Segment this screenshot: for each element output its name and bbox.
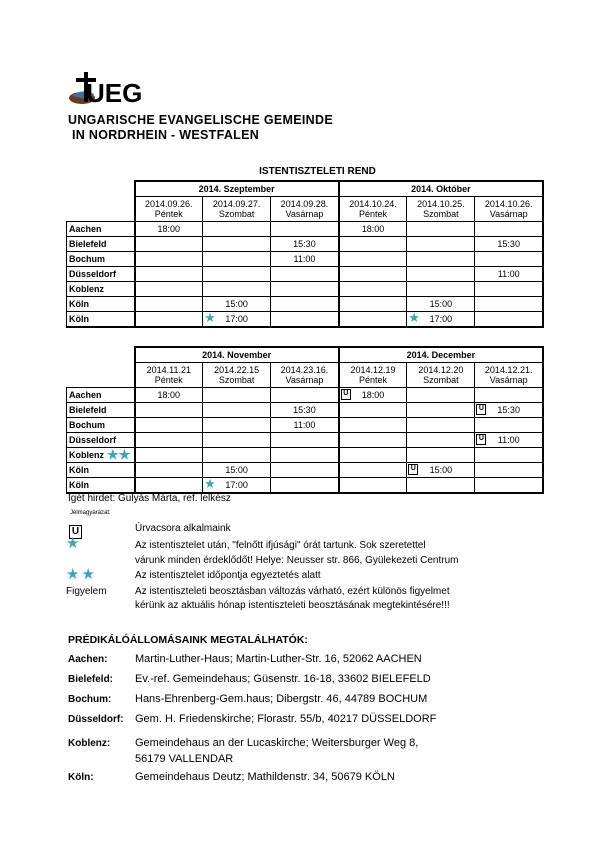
time-cell xyxy=(339,237,407,252)
schedule-row xyxy=(67,418,544,433)
schedule-table-1 xyxy=(66,180,544,328)
row-city: Düsseldorf xyxy=(67,433,135,448)
time-cell xyxy=(135,433,203,448)
communion-icon: U xyxy=(408,464,418,475)
location-address: Gem. H. Friedenskirche; Florastr. 55/b, 40217 DÜSSELDORF xyxy=(135,713,437,725)
location-address: Gemeindehaus an der Lucaskirche; Weitersburger Weg 8, xyxy=(135,737,419,749)
time-cell xyxy=(407,433,475,448)
time-cell xyxy=(339,282,407,297)
time-cell xyxy=(407,222,475,237)
date-header: 2014.12.20 Szombat xyxy=(407,363,475,388)
schedule-row xyxy=(67,312,544,328)
legend-star-1: Az istentisztelet után, "felnőtt ifjúsági" órát tartunk. Sok szeretettel xyxy=(135,540,426,551)
time-cell: U 15:30 xyxy=(475,403,543,418)
preacher-note: Igét hirdet: Gulyás Márta, ref. lelkész xyxy=(68,493,231,504)
time-cell: ★ 17:00 xyxy=(203,312,271,328)
row-city: Bochum xyxy=(67,252,135,267)
schedule-row xyxy=(67,448,544,463)
time-cell xyxy=(339,267,407,282)
time-cell: U 15:00 xyxy=(407,463,475,478)
schedule-row xyxy=(67,237,544,252)
location-city: Koblenz: xyxy=(68,738,111,749)
date-header: 2014.23.16. Vasárnap xyxy=(271,363,339,388)
time-cell xyxy=(339,478,407,494)
time-cell xyxy=(475,478,543,494)
time-cell xyxy=(475,252,543,267)
location-city: Aachen: xyxy=(68,654,108,665)
schedule-row xyxy=(67,403,544,418)
time-cell xyxy=(135,297,203,312)
schedule-row xyxy=(67,297,544,312)
time-cell xyxy=(475,297,543,312)
time-cell: ★ 17:00 xyxy=(203,478,271,494)
month-header: 2014. Szeptember xyxy=(135,181,339,197)
time-cell: 15:00 xyxy=(203,297,271,312)
time-cell xyxy=(407,267,475,282)
legend-heading: Jelmagyarázat: xyxy=(70,510,111,516)
location-city: Bochum: xyxy=(68,694,112,705)
star-icon: ★ xyxy=(204,311,216,325)
legend-figyelem-1: Az istentiszteleti beosztásban változás várható, ezért különös figyelmet xyxy=(135,586,450,597)
row-city: Bochum xyxy=(67,418,135,433)
location-address: Ev.-ref. Gemeindehaus; Güsenstr. 16-18, 33602 BIELEFELD xyxy=(135,673,431,685)
row-city: Koblenz ★★ xyxy=(67,448,135,463)
date-header: 2014.12.19 Péntek xyxy=(339,363,407,388)
time-cell xyxy=(203,433,271,448)
time-cell: 18:00 xyxy=(339,222,407,237)
time-cell xyxy=(271,297,339,312)
schedule-row xyxy=(67,282,544,297)
time-cell xyxy=(135,463,203,478)
time-cell xyxy=(203,222,271,237)
row-city: Bielefeld xyxy=(67,403,135,418)
time-cell xyxy=(271,388,339,403)
time-cell xyxy=(271,433,339,448)
row-city: Köln xyxy=(67,312,135,328)
time-cell xyxy=(339,252,407,267)
time-cell xyxy=(475,448,543,463)
row-city: Bielefeld xyxy=(67,237,135,252)
communion-icon: U xyxy=(476,404,486,415)
time-cell xyxy=(407,388,475,403)
month-header: 2014. Október xyxy=(339,181,543,197)
time-cell xyxy=(203,282,271,297)
logo-text: UEG xyxy=(86,78,143,108)
time-cell xyxy=(407,252,475,267)
time-cell: 11:00 xyxy=(475,267,543,282)
date-header: 2014.12.21. Vasárnap xyxy=(475,363,543,388)
time-cell xyxy=(203,267,271,282)
time-cell xyxy=(475,282,543,297)
time-cell xyxy=(407,282,475,297)
time-cell xyxy=(339,463,407,478)
legend-figyelem-2: kérünk az aktuális hónap istentiszteleti beosztásának megtekintésére!!! xyxy=(135,600,450,611)
month-header: 2014. December xyxy=(339,347,543,363)
time-cell xyxy=(135,237,203,252)
communion-icon: U xyxy=(341,389,351,400)
location-address: Gemeindehaus Deutz; Mathildenstr. 34, 50679 KÖLN xyxy=(135,771,395,783)
time-cell xyxy=(135,252,203,267)
time-cell xyxy=(135,312,203,328)
schedule-title: ISTENTISZTELETI REND xyxy=(259,166,376,177)
location-city: Bielefeld: xyxy=(68,674,114,685)
month-header: 2014. November xyxy=(135,347,339,363)
time-cell xyxy=(271,312,339,328)
schedule-row xyxy=(67,267,544,282)
time-cell: ★ 17:00 xyxy=(407,312,475,328)
time-cell xyxy=(203,418,271,433)
legend-communion: Úrvacsora alkalmaink xyxy=(135,523,231,534)
schedule-row xyxy=(67,388,544,403)
time-cell xyxy=(135,267,203,282)
date-header: 2014.22.15 Szombat xyxy=(203,363,271,388)
time-cell: 18:00 xyxy=(135,388,203,403)
legend-figyelem-label: Figyelem xyxy=(66,586,107,597)
time-cell xyxy=(135,478,203,494)
row-city: Köln xyxy=(67,463,135,478)
org-name-line2: IN NORDRHEIN - WESTFALEN xyxy=(72,128,260,142)
time-cell: 15:00 xyxy=(407,297,475,312)
row-city: Koblenz xyxy=(67,282,135,297)
row-city: Aachen xyxy=(67,388,135,403)
row-city: Düsseldorf xyxy=(67,267,135,282)
time-cell xyxy=(203,237,271,252)
double-star-icon: ★★ xyxy=(66,566,97,583)
time-cell xyxy=(135,448,203,463)
time-cell xyxy=(339,312,407,328)
time-cell xyxy=(339,403,407,418)
time-cell xyxy=(271,463,339,478)
time-cell xyxy=(407,403,475,418)
time-cell xyxy=(271,222,339,237)
time-cell xyxy=(135,418,203,433)
schedule-row xyxy=(67,478,544,494)
time-cell xyxy=(135,403,203,418)
date-header: 2014.09.27. Szombat xyxy=(203,197,271,222)
communion-icon: U xyxy=(69,521,82,539)
org-name-line1: UNGARISCHE EVANGELISCHE GEMEINDE xyxy=(68,113,333,127)
time-cell xyxy=(135,282,203,297)
time-cell: U 11:00 xyxy=(475,433,543,448)
time-cell xyxy=(475,222,543,237)
time-cell xyxy=(203,252,271,267)
location-city: Köln: xyxy=(68,772,94,783)
time-cell xyxy=(475,418,543,433)
double-star-icon: ★★ xyxy=(107,447,131,463)
communion-icon: U xyxy=(476,434,486,445)
time-cell xyxy=(475,463,543,478)
date-header: 2014.09.26. Péntek xyxy=(135,197,203,222)
time-cell xyxy=(407,478,475,494)
star-icon: ★ xyxy=(66,535,80,552)
time-cell xyxy=(407,418,475,433)
schedule-row xyxy=(67,463,544,478)
time-cell xyxy=(339,418,407,433)
schedule-row xyxy=(67,222,544,237)
schedule-row xyxy=(67,252,544,267)
date-header: 2014.10.25. Szombat xyxy=(407,197,475,222)
schedule-table-2 xyxy=(66,346,544,494)
location-address-2: 56179 VALLENDAR xyxy=(135,753,234,765)
time-cell xyxy=(339,448,407,463)
time-cell xyxy=(203,448,271,463)
time-cell xyxy=(407,448,475,463)
time-cell xyxy=(271,282,339,297)
locations-heading: PRÉDIKÁLÓÁLLOMÁSAINK MEGTALÁLHATÓK: xyxy=(68,634,308,646)
row-city: Köln xyxy=(67,478,135,494)
date-header: 2014.09.28. Vasárnap xyxy=(271,197,339,222)
time-cell xyxy=(407,237,475,252)
time-cell: 15:30 xyxy=(271,237,339,252)
row-city: Aachen xyxy=(67,222,135,237)
time-cell xyxy=(271,478,339,494)
time-cell: 11:00 xyxy=(271,252,339,267)
time-cell xyxy=(339,433,407,448)
star-icon: ★ xyxy=(204,477,216,491)
church-logo xyxy=(64,70,154,110)
date-header: 2014.10.24. Péntek xyxy=(339,197,407,222)
legend-double-star: Az istentisztelet időpontja egyeztetés alatt xyxy=(135,570,321,581)
legend-star-2: várunk minden érdeklődőt! Helye: Neusser str. 866, Gyülekezeti Centrum xyxy=(135,555,459,566)
schedule-row xyxy=(67,433,544,448)
date-header: 2014.10.26. Vasárnap xyxy=(475,197,543,222)
time-cell: 18:00 xyxy=(135,222,203,237)
location-address: Martin-Luther-Haus; Martin-Luther-Str. 16, 52062 AACHEN xyxy=(135,653,422,665)
time-cell: 11:00 xyxy=(271,418,339,433)
time-cell xyxy=(475,388,543,403)
time-cell xyxy=(339,297,407,312)
time-cell xyxy=(271,448,339,463)
date-header: 2014.11.21 Péntek xyxy=(135,363,203,388)
time-cell: 15:00 xyxy=(203,463,271,478)
location-city: Düsseldorf: xyxy=(68,714,124,725)
row-city: Köln xyxy=(67,297,135,312)
time-cell xyxy=(203,403,271,418)
time-cell: 15:30 xyxy=(271,403,339,418)
time-cell: U 18:00 xyxy=(339,388,407,403)
star-icon: ★ xyxy=(408,311,420,325)
time-cell xyxy=(203,388,271,403)
location-address: Hans-Ehrenberg-Gem.haus; Dibergstr. 46, 44789 BOCHUM xyxy=(135,693,428,705)
time-cell xyxy=(475,312,543,328)
time-cell: 15:30 xyxy=(475,237,543,252)
time-cell xyxy=(271,267,339,282)
